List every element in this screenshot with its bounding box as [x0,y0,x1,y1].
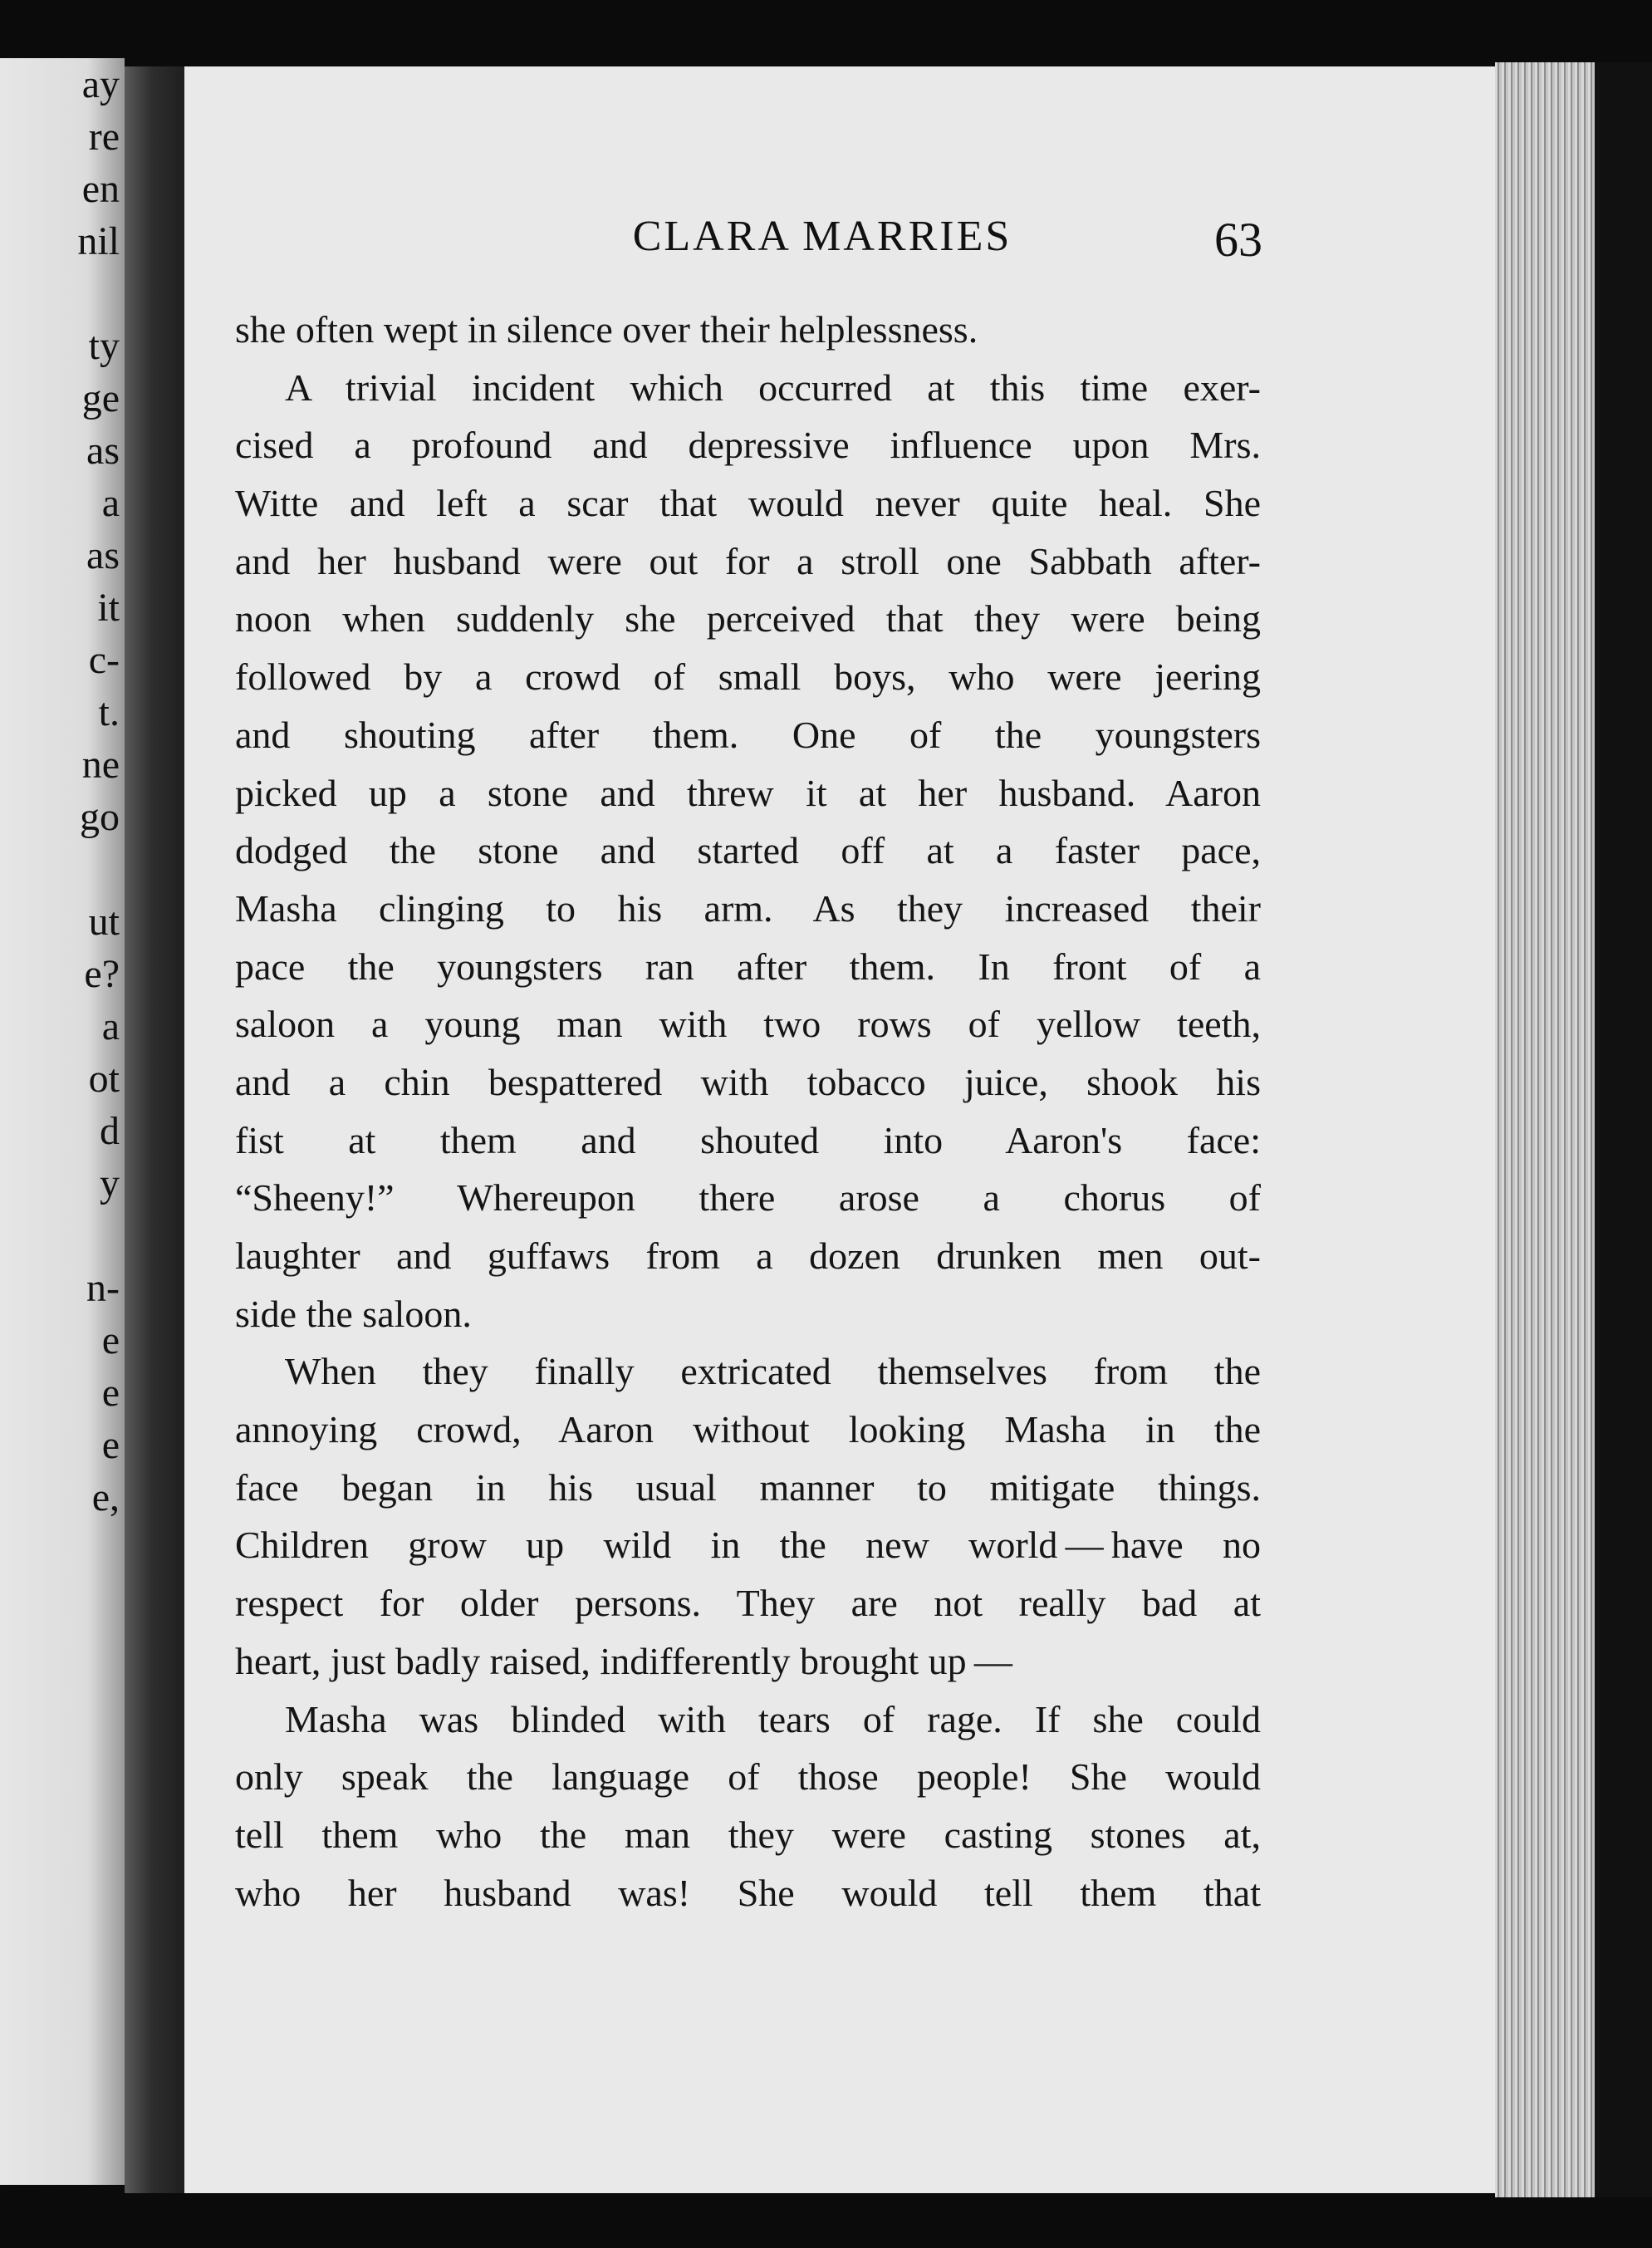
facing-page-fragment: t. [98,690,120,734]
facing-page-fragment: d [100,1109,120,1153]
facing-page-fragment: ty [88,324,120,368]
text-line: and a chin bespattered with tobacco juice, shook his [235,1060,1261,1103]
facing-page-fragment: nil [77,219,120,263]
body-text [235,301,1261,1922]
page-edges-shadow [1595,62,1652,2197]
text-line: fist at them and shouted into Aaron's face: [235,1118,1261,1161]
text-line: followed by a crowd of small boys, who were jeering [235,655,1261,699]
text-line: picked up a stone and threw it at her husband. Aaron [235,771,1261,814]
facing-page-fragment: ay [81,62,120,106]
facing-page-fragment [77,843,120,896]
facing-page-fragment: e, [91,1475,120,1519]
facing-page-fragments [77,58,120,1524]
facing-page-fragment: e [101,1423,120,1467]
facing-page-fragment [77,1210,120,1262]
text-line: saloon a young man with two rows of yellow teeth, [235,1003,1261,1046]
text-line: Witte and left a scar that would never quite heal. She [235,482,1261,525]
facing-page-fragment: it [97,586,120,630]
facing-page-fragment: c- [88,638,120,682]
facing-page-fragment: a [101,1004,120,1048]
facing-page [0,58,125,2185]
page-number: 63 [1214,213,1262,267]
text-line: Masha clinging to his arm. As they increased their [235,886,1261,930]
text-line: dodged the stone and started off at a faster pace, [235,829,1261,872]
text-line: annoying crowd, Aaron without looking Masha in the [235,1408,1261,1451]
text-line: Children grow up wild in the new world — have no [235,1524,1261,1567]
text-line: heart, just badly raised, indifferently brought up — [235,1639,1012,1682]
facing-page-fragment: re [88,115,120,159]
facing-page-fragment: e [101,1318,120,1362]
text-line: tell them who the man they were casting stones at, [235,1813,1261,1856]
text-line: Masha was blinded with tears of rage. If she could [285,1697,1261,1740]
text-line: who her husband was! She would tell them that [235,1871,1261,1914]
text-line: pace the youngsters ran after them. In front of a [235,945,1261,988]
text-line: and shouting after them. One of the youngsters [235,713,1261,756]
text-line: respect for older persons. They are not really bad at [235,1582,1261,1625]
facing-page-fragment: y [100,1161,120,1205]
text-line: face began in his usual manner to mitigate things. [235,1465,1261,1509]
text-line: A trivial incident which occurred at this time exer- [285,366,1261,409]
facing-page-fragment: go [80,795,120,839]
facing-page-fragment: as [86,429,120,473]
facing-page-fragment [77,268,120,320]
text-line: cised a profound and depressive influence upon Mrs. [235,424,1261,467]
text-line: noon when suddenly she perceived that they were being [235,597,1261,641]
facing-page-fragment: ut [88,900,120,944]
facing-page-fragment: ne [81,743,120,787]
text-line: laughter and guffaws from a dozen drunken men out- [235,1234,1261,1277]
facing-page-fragment: ge [81,376,120,420]
text-line: side the saloon. [235,1292,472,1335]
text-line: only speak the language of those people! She would [235,1755,1261,1799]
facing-page-fragment: e [101,1371,120,1415]
facing-page-fragment: n- [86,1266,120,1310]
text-line: When they finally extricated themselves from the [285,1350,1261,1393]
text-line: and her husband were out for a stroll one Sabbath after- [235,539,1261,582]
page-edges [1495,62,1595,2197]
facing-page-fragment: ot [88,1057,120,1101]
facing-page-fragment: en [81,167,120,211]
text-line: “Sheeny!” Whereupon there arose a chorus of [235,1176,1261,1220]
text-line: she often wept in silence over their helplessness. [235,308,978,351]
running-head: CLARA MARRIES [632,213,1012,260]
facing-page-fragment: e? [84,952,120,996]
book-gutter [125,66,184,2193]
facing-page-fragment: as [86,533,120,577]
facing-page-fragment: a [101,481,120,525]
